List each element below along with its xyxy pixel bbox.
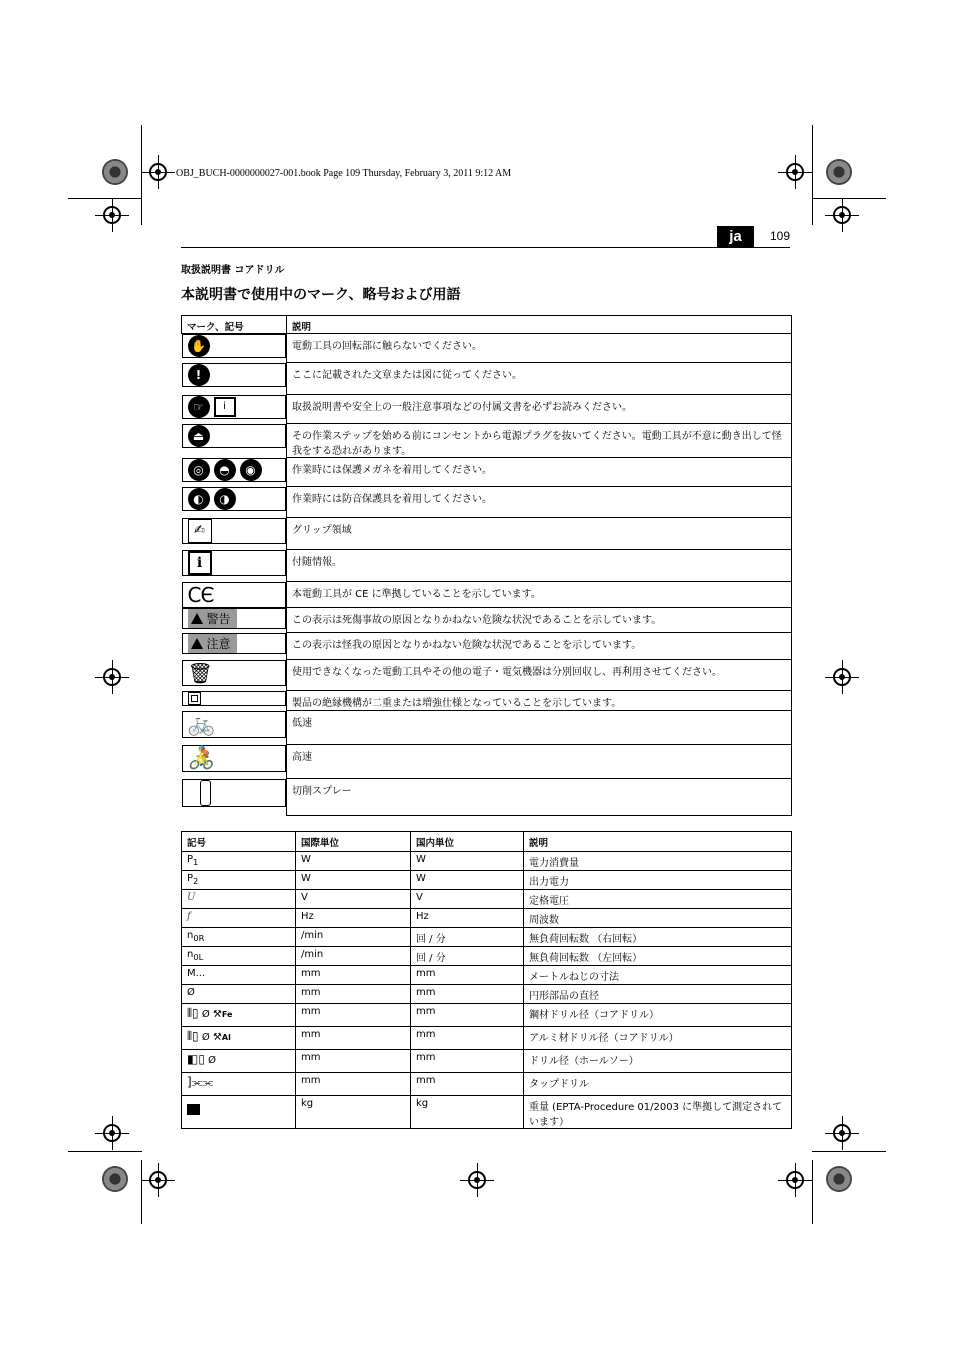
table-cell: /min bbox=[296, 928, 411, 947]
table-cell bbox=[182, 691, 287, 706]
crosshair-icon bbox=[103, 1124, 121, 1142]
table-cell: mm bbox=[296, 1027, 411, 1050]
table-row bbox=[182, 518, 792, 550]
table-cell: W bbox=[296, 852, 411, 871]
table-cell: kg bbox=[411, 1096, 524, 1129]
gray-disc-icon bbox=[826, 1166, 852, 1192]
table-row bbox=[182, 1050, 792, 1073]
table-cell: タップドリル bbox=[524, 1073, 792, 1096]
table-cell: 重量 (EPTA-Procedure 01/2003 に準拠して測定されています） bbox=[524, 1096, 792, 1129]
table-cell: ⫴▯ Ø ⚒Fe bbox=[182, 1004, 296, 1027]
no-touch-rotating-icon: ✋ bbox=[188, 335, 210, 357]
table-row bbox=[182, 928, 792, 947]
crosshair-icon bbox=[103, 206, 121, 224]
table-cell: $P_1$ bbox=[182, 852, 296, 871]
table-cell: W bbox=[411, 852, 524, 871]
symbols-header-desc: 説明 bbox=[287, 316, 792, 334]
table-cell: kg bbox=[296, 1096, 411, 1129]
crosshair-icon bbox=[468, 1171, 486, 1189]
book-icon: i bbox=[214, 397, 236, 417]
table-cell: mm bbox=[411, 966, 524, 985]
table-cell: 作業時には保護メガネを着用してください。 bbox=[287, 458, 792, 487]
table-cell: 周波数 bbox=[524, 909, 792, 928]
gray-disc-icon bbox=[826, 159, 852, 185]
table-cell: mm bbox=[411, 1027, 524, 1050]
table-cell bbox=[182, 518, 287, 544]
table-cell bbox=[182, 779, 287, 807]
table-cell bbox=[182, 660, 287, 686]
table-row bbox=[182, 745, 792, 779]
crosshair-icon bbox=[833, 668, 851, 686]
table-cell bbox=[182, 458, 287, 482]
weight-icon bbox=[187, 1104, 200, 1115]
crosshair-icon bbox=[786, 163, 804, 181]
table-cell: Ø bbox=[182, 985, 296, 1004]
symbols-table bbox=[181, 315, 792, 816]
table-cell: 定格電圧 bbox=[524, 890, 792, 909]
safety-helmet-icon: ◓ bbox=[214, 459, 236, 481]
table-cell: $n_{0R}$ bbox=[182, 928, 296, 947]
table-cell bbox=[182, 363, 287, 387]
table-cell: ◧▯ Ø bbox=[182, 1050, 296, 1073]
table-cell: 本電動工具が CE に準拠していることを示しています。 bbox=[287, 582, 792, 608]
units-header-domestic: 国内単位 bbox=[411, 832, 524, 852]
table-row bbox=[182, 909, 792, 928]
caution-badge: 注意 bbox=[188, 634, 237, 653]
table-cell: f bbox=[182, 909, 296, 928]
high-speed-icon: 🚴 bbox=[187, 745, 215, 771]
table-cell: 回 / 分 bbox=[411, 928, 524, 947]
table-cell bbox=[182, 711, 287, 738]
low-speed-icon: 🚲 bbox=[187, 711, 215, 737]
table-cell: 使用できなくなった電動工具やその他の電子・電気機器は分別回収し、再利用させてください。 bbox=[287, 660, 792, 691]
table-cell bbox=[182, 608, 287, 629]
ear-muff-icon: ◑ bbox=[214, 488, 236, 510]
grip-area-icon: ✍ bbox=[188, 519, 212, 543]
symbols-header-mark: マーク、記号 bbox=[182, 316, 287, 334]
table-row bbox=[182, 691, 792, 711]
crosshair-icon bbox=[103, 668, 121, 686]
cutting-spray-icon bbox=[200, 780, 211, 806]
table-cell: アルミ材ドリル径（コアドリル） bbox=[524, 1027, 792, 1050]
table-cell: V bbox=[411, 890, 524, 909]
table-cell bbox=[182, 745, 287, 772]
table-row bbox=[182, 852, 792, 871]
table-row bbox=[182, 1027, 792, 1050]
table-cell: 電力消費量 bbox=[524, 852, 792, 871]
table-cell: mm bbox=[411, 1050, 524, 1073]
table-cell: Hz bbox=[296, 909, 411, 928]
table-row bbox=[182, 871, 792, 890]
table-cell: $P_2$ bbox=[182, 871, 296, 890]
page-number: 109 bbox=[770, 229, 791, 243]
table-cell: mm bbox=[296, 1050, 411, 1073]
double-insulation-icon bbox=[188, 692, 201, 705]
table-cell: 作業時には防音保護具を着用してください。 bbox=[287, 487, 792, 518]
table-row bbox=[182, 334, 792, 363]
table-cell: 製品の絶縁機構が二重または増強仕様となっていることを示しています。 bbox=[287, 691, 792, 711]
table-cell: 無負荷回転数 （右回転） bbox=[524, 928, 792, 947]
table-row bbox=[182, 711, 792, 745]
table-row bbox=[182, 1004, 792, 1027]
table-cell bbox=[182, 424, 287, 448]
table-cell: mm bbox=[296, 1073, 411, 1096]
table-row bbox=[182, 890, 792, 909]
table-cell: mm bbox=[411, 985, 524, 1004]
crosshair-icon bbox=[833, 1124, 851, 1142]
gray-disc-icon bbox=[102, 1166, 128, 1192]
table-cell: 付随情報。 bbox=[287, 550, 792, 582]
language-tab: ja bbox=[717, 226, 754, 247]
table-row bbox=[182, 395, 792, 424]
table-cell bbox=[182, 487, 287, 511]
table-row bbox=[182, 424, 792, 458]
table-row bbox=[182, 660, 792, 691]
table-cell: この表示は死傷事故の原因となりかねない危険な状況であることを示しています。 bbox=[287, 608, 792, 633]
table-row bbox=[182, 966, 792, 985]
header-rule bbox=[181, 247, 790, 248]
table-cell: 無負荷回転数 （左回転） bbox=[524, 947, 792, 966]
core-bit-steel-icon: ⫴▯ bbox=[187, 1006, 199, 1020]
book-info-line: OBJ_BUCH-0000000027-001.book Page 109 Thursday, February 3, 2011 9:12 AM bbox=[176, 168, 512, 179]
table-row bbox=[182, 633, 792, 660]
table-cell bbox=[182, 334, 287, 358]
weee-bin-icon: 🗑 bbox=[187, 660, 213, 685]
table-cell: 取扱説明書や安全上の一般注意事項などの付属文書を必ずお読みください。 bbox=[287, 395, 792, 424]
table-cell bbox=[182, 550, 287, 576]
running-head: 取扱説明書 コアドリル bbox=[181, 265, 285, 276]
table-cell: Hz bbox=[411, 909, 524, 928]
table-cell: 切削スプレー bbox=[287, 779, 792, 816]
crosshair-icon bbox=[833, 206, 851, 224]
table-cell: 電動工具の回転部に触らないでください。 bbox=[287, 334, 792, 363]
table-cell: W bbox=[411, 871, 524, 890]
section-title: 本説明書で使用中のマーク、略号および用語 bbox=[181, 287, 461, 303]
warning-badge: 警告 bbox=[188, 609, 237, 628]
safety-glasses-icon: ◎ bbox=[188, 459, 210, 481]
table-row bbox=[182, 1096, 792, 1129]
table-cell: W bbox=[296, 871, 411, 890]
table-cell bbox=[182, 633, 287, 654]
table-cell: mm bbox=[411, 1073, 524, 1096]
table-row bbox=[182, 608, 792, 633]
table-row bbox=[182, 363, 792, 395]
table-row bbox=[182, 487, 792, 518]
table-cell: mm bbox=[296, 966, 411, 985]
tap-drill-icon: ]⫘⫘ bbox=[187, 1075, 214, 1089]
ear-protection-icon: ◐ bbox=[188, 488, 210, 510]
table-cell: U bbox=[182, 890, 296, 909]
table-cell: 円形部品の直径 bbox=[524, 985, 792, 1004]
crosshair-icon bbox=[786, 1171, 804, 1189]
units-header-si: 国際単位 bbox=[296, 832, 411, 852]
units-table bbox=[181, 831, 792, 1129]
table-cell: $n_{0L}$ bbox=[182, 947, 296, 966]
table-row bbox=[182, 779, 792, 816]
warning-triangle-icon bbox=[191, 638, 203, 649]
table-cell bbox=[182, 395, 287, 419]
table-cell: ⫴▯ Ø ⚒Al bbox=[182, 1027, 296, 1050]
hole-saw-icon: ◧▯ bbox=[187, 1052, 205, 1066]
table-cell bbox=[182, 1073, 296, 1096]
table-cell: 回 / 分 bbox=[411, 947, 524, 966]
table-cell: mm bbox=[296, 1004, 411, 1027]
table-cell: メートルねじの寸法 bbox=[524, 966, 792, 985]
info-icon: i bbox=[188, 551, 212, 575]
crosshair-icon bbox=[149, 163, 167, 181]
table-cell: mm bbox=[411, 1004, 524, 1027]
table-row bbox=[182, 582, 792, 608]
ce-mark-icon: CЄ bbox=[187, 582, 214, 607]
units-header-symbol: 記号 bbox=[182, 832, 296, 852]
table-cell bbox=[182, 1096, 296, 1129]
table-cell: 高速 bbox=[287, 745, 792, 779]
table-row bbox=[182, 1073, 792, 1096]
table-row bbox=[182, 947, 792, 966]
units-header-desc: 説明 bbox=[524, 832, 792, 852]
crosshair-icon bbox=[149, 1171, 167, 1189]
warning-triangle-icon bbox=[191, 613, 203, 624]
drill-icon: ⚒ bbox=[212, 1009, 222, 1020]
table-cell: 鋼材ドリル径（コアドリル） bbox=[524, 1004, 792, 1027]
table-cell bbox=[182, 582, 287, 608]
table-cell: ここに記載された文章または図に従ってください。 bbox=[287, 363, 792, 395]
drill-icon: ⚒ bbox=[212, 1032, 222, 1043]
core-bit-aluminium-icon: ⫴▯ bbox=[187, 1029, 199, 1043]
table-cell: ドリル径（ホールソー） bbox=[524, 1050, 792, 1073]
table-row bbox=[182, 985, 792, 1004]
table-cell: 低速 bbox=[287, 711, 792, 745]
table-cell: /min bbox=[296, 947, 411, 966]
table-cell: その作業ステップを始める前にコンセントから電源プラグを抜いてください。電動工具が不意に動き出して怪我をする恐れがあります。 bbox=[287, 424, 792, 458]
read-manual-icon: ☞ bbox=[188, 396, 210, 418]
table-cell: V bbox=[296, 890, 411, 909]
table-row bbox=[182, 458, 792, 487]
table-cell: この表示は怪我の原因となりかねない危険な状況であることを示しています。 bbox=[287, 633, 792, 660]
gray-disc-icon bbox=[102, 159, 128, 185]
table-cell: 出力電力 bbox=[524, 871, 792, 890]
unplug-icon: ⏏ bbox=[188, 425, 210, 447]
table-row bbox=[182, 550, 792, 582]
goggles-icon: ◉ bbox=[240, 459, 262, 481]
table-cell: M... bbox=[182, 966, 296, 985]
exclamation-icon: ! bbox=[188, 364, 210, 386]
table-cell: mm bbox=[296, 985, 411, 1004]
table-cell: グリップ領域 bbox=[287, 518, 792, 550]
